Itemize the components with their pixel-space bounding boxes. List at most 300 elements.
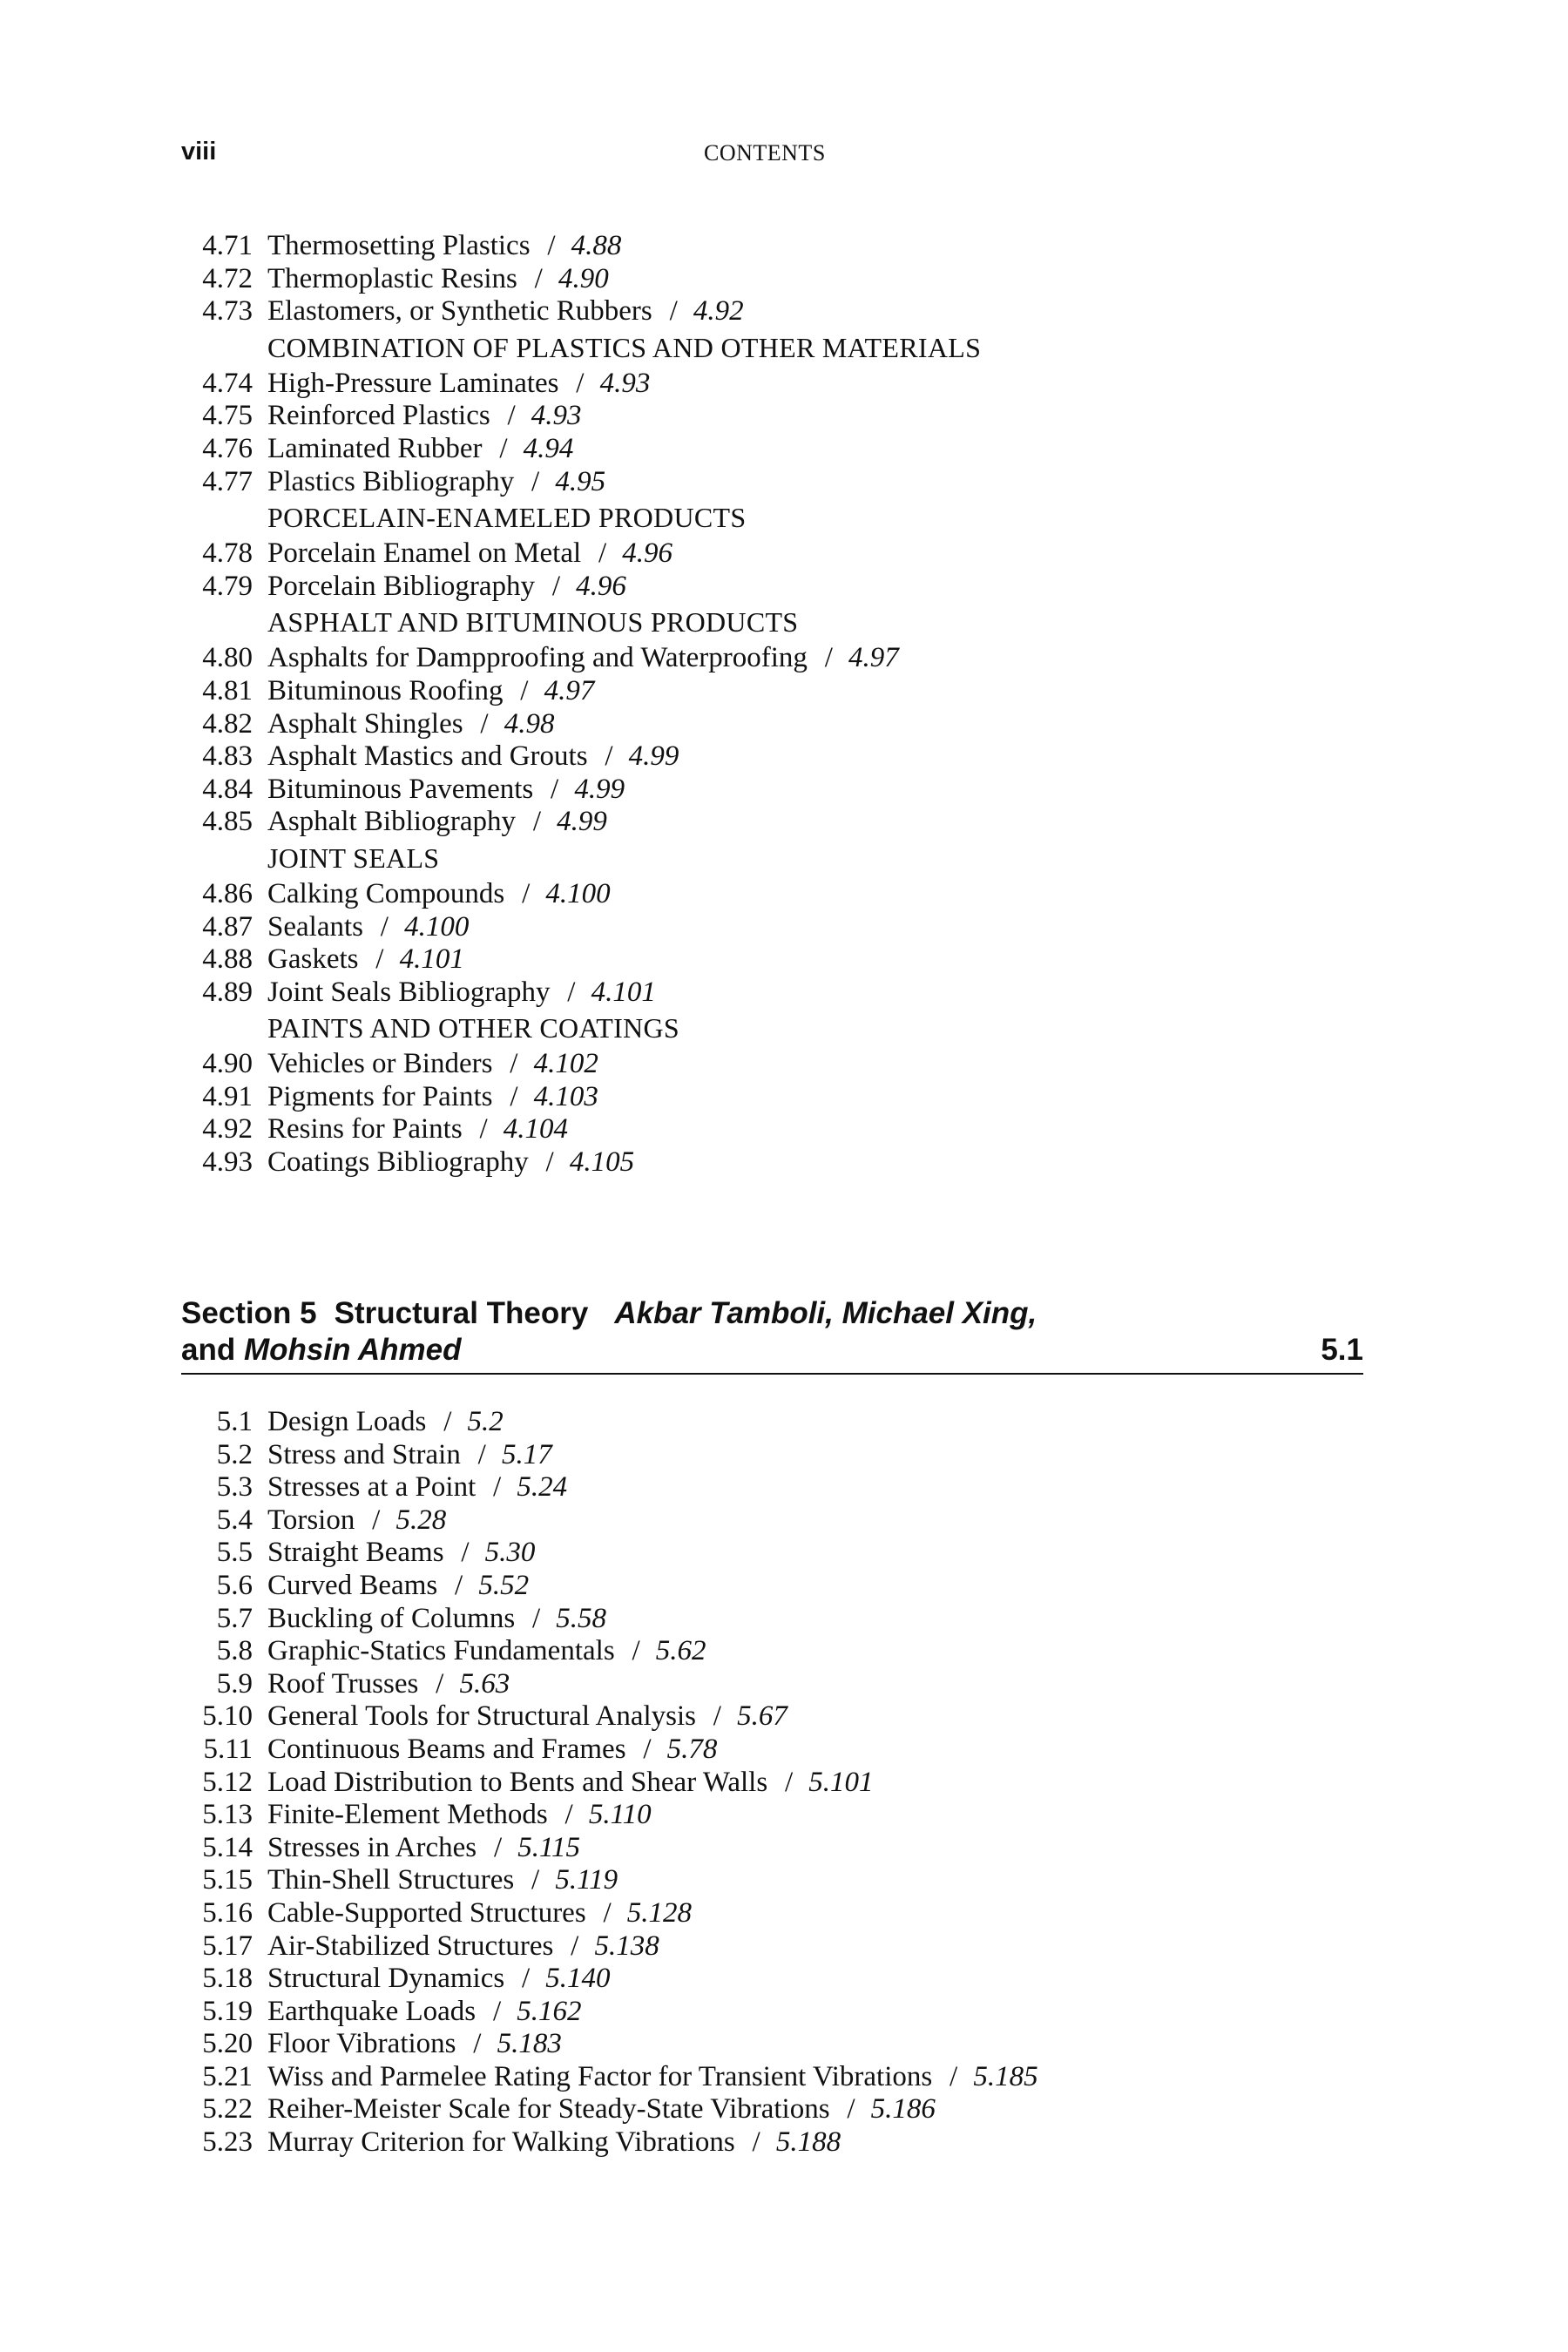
toc-entry bbox=[0, 1146, 1568, 1179]
toc-entry-separator: / bbox=[493, 1831, 503, 1863]
toc-entry bbox=[0, 2061, 1568, 2094]
toc-entry bbox=[0, 911, 1568, 944]
toc-entry bbox=[0, 642, 1568, 675]
toc-entry-separator: / bbox=[372, 1504, 381, 1536]
toc-entry-number: 5.2 bbox=[216, 1438, 253, 1470]
toc-entry-line bbox=[267, 774, 625, 807]
toc-entry-page: 5.183 bbox=[497, 2028, 562, 2060]
toc-entry-line bbox=[267, 537, 672, 571]
toc-entry-number: 4.90 bbox=[202, 1048, 253, 1080]
toc-entry-line bbox=[267, 1504, 446, 1538]
toc-entry-title: Pigments for Paints bbox=[267, 1080, 493, 1112]
toc-entry-line bbox=[267, 1146, 634, 1179]
toc-entry bbox=[0, 1406, 1568, 1439]
toc-entry-page: 4.94 bbox=[523, 432, 574, 464]
toc-entry-number: 4.77 bbox=[202, 465, 253, 497]
page-header bbox=[181, 138, 1359, 172]
toc-entry-separator: / bbox=[493, 1471, 502, 1504]
toc-entry-page: 4.105 bbox=[569, 1146, 635, 1179]
toc-entry-page: 5.188 bbox=[775, 2126, 841, 2159]
toc-entry-separator: / bbox=[499, 432, 508, 464]
toc-entry-line bbox=[267, 1799, 652, 1832]
toc-entry-title: Bituminous Roofing bbox=[267, 674, 504, 706]
toc-entry bbox=[0, 1799, 1568, 1832]
toc-group-heading bbox=[0, 1009, 1568, 1048]
toc-entry-separator: / bbox=[547, 230, 556, 261]
toc-group-heading-text: PAINTS AND OTHER COATINGS bbox=[267, 1012, 680, 1044]
toc-entry-page: 4.103 bbox=[533, 1080, 598, 1112]
toc-entry-number: 4.76 bbox=[202, 432, 253, 464]
toc-entry-number: 4.73 bbox=[202, 295, 253, 328]
toc-entry-separator: / bbox=[521, 1963, 531, 1995]
toc-entry-separator: / bbox=[531, 1864, 540, 1896]
section-heading-line-2 bbox=[181, 1333, 462, 1368]
toc-entry-number: 5.8 bbox=[216, 1635, 253, 1667]
toc-entry-separator: / bbox=[576, 367, 585, 399]
toc-entry bbox=[0, 400, 1568, 433]
toc-entry-separator: / bbox=[950, 2060, 958, 2092]
toc-entry-number: 4.81 bbox=[202, 674, 253, 706]
toc-entry-separator: / bbox=[532, 806, 542, 838]
section-authors-line-1: Akbar Tamboli, Michael Xing, bbox=[614, 1296, 1037, 1330]
toc-entry-separator: / bbox=[510, 1080, 518, 1112]
toc-entry-title: Asphalts for Dampproofing and Waterproofing bbox=[267, 642, 808, 674]
toc-entry-number: 4.89 bbox=[202, 976, 253, 1008]
toc-entry-line bbox=[267, 1113, 568, 1146]
toc-entry-separator: / bbox=[531, 465, 540, 497]
toc-entry bbox=[0, 1635, 1568, 1668]
toc-entry-line bbox=[267, 433, 573, 466]
toc-entry-title: Reinforced Plastics bbox=[267, 400, 490, 432]
toc-entry-line bbox=[267, 1048, 598, 1081]
toc-entry-number: 4.87 bbox=[202, 910, 253, 943]
section-label: Section 5 bbox=[181, 1296, 317, 1330]
toc-entry-line bbox=[267, 1897, 692, 1930]
toc-entry-line bbox=[267, 1439, 552, 1472]
toc-entry-line bbox=[267, 571, 626, 604]
toc-entry-line bbox=[267, 1603, 606, 1636]
toc-group-heading bbox=[0, 328, 1568, 368]
toc-entry-separator: / bbox=[605, 740, 613, 773]
toc-entry-number: 5.15 bbox=[202, 1864, 253, 1896]
toc-entry-separator: / bbox=[522, 877, 531, 909]
toc-entry-page: 4.99 bbox=[557, 806, 607, 838]
toc-entry bbox=[0, 2028, 1568, 2061]
toc-entry bbox=[0, 2093, 1568, 2126]
toc-entry-line bbox=[267, 295, 744, 328]
toc-entry-page: 4.101 bbox=[399, 943, 464, 976]
section-page-number: 5.1 bbox=[1321, 1333, 1363, 1367]
toc-group-heading bbox=[0, 498, 1568, 537]
toc-entry-line bbox=[267, 1832, 580, 1865]
toc-entry-title: Asphalt Shingles bbox=[267, 707, 463, 740]
toc-entry-number: 5.23 bbox=[202, 2126, 253, 2159]
toc-entry-title: Stresses at a Point bbox=[267, 1471, 476, 1504]
toc-entry-number: 4.88 bbox=[202, 943, 253, 976]
toc-entry-title: Roof Trusses bbox=[267, 1667, 419, 1700]
toc-entry-title: Buckling of Columns bbox=[267, 1602, 516, 1634]
toc-entry-page: 4.93 bbox=[531, 400, 582, 432]
toc-entry-title: Curved Beams bbox=[267, 1569, 438, 1601]
toc-entry-number: 5.19 bbox=[202, 1995, 253, 2027]
toc-entry bbox=[0, 1930, 1568, 1963]
toc-entry bbox=[0, 1864, 1568, 1897]
toc-entry-separator: / bbox=[551, 570, 560, 602]
toc-entry-page: 4.93 bbox=[599, 367, 651, 399]
toc-entry-line bbox=[267, 466, 605, 499]
toc-entry-title: Thermosetting Plastics bbox=[267, 230, 531, 261]
toc-entry-title: Graphic-Statics Fundamentals bbox=[267, 1635, 615, 1667]
toc-entry-page: 5.2 bbox=[467, 1406, 504, 1437]
toc-entry-line bbox=[267, 263, 609, 296]
toc-entry-title: Straight Beams bbox=[267, 1537, 444, 1569]
toc-entry-separator: / bbox=[507, 400, 516, 432]
toc-entry bbox=[0, 1439, 1568, 1472]
toc-entry-line bbox=[267, 1734, 717, 1767]
toc-entry-page: 4.96 bbox=[576, 570, 626, 602]
toc-entry-separator: / bbox=[436, 1667, 444, 1700]
toc-entry-separator: / bbox=[531, 1602, 541, 1634]
toc-entry-page: 4.99 bbox=[574, 773, 625, 805]
toc-entry-number: 4.85 bbox=[202, 806, 253, 838]
toc-entry-separator: / bbox=[492, 1995, 502, 2027]
toc-entry-line bbox=[267, 2093, 936, 2126]
running-head: CONTENTS bbox=[704, 140, 826, 166]
toc-entry-title: Finite-Element Methods bbox=[267, 1799, 548, 1831]
toc-entry bbox=[0, 230, 1568, 263]
toc-entry-page: 5.101 bbox=[808, 1766, 874, 1798]
toc-entry-number: 4.74 bbox=[202, 367, 253, 399]
toc-entry-number: 4.72 bbox=[202, 262, 253, 294]
toc-entry-separator: / bbox=[380, 910, 389, 943]
toc-entry-title: Gaskets bbox=[267, 943, 359, 976]
toc-entry-line bbox=[267, 400, 582, 433]
toc-entry-number: 4.84 bbox=[202, 773, 253, 805]
toc-entry-title: Asphalt Mastics and Grouts bbox=[267, 740, 588, 773]
toc-entry-page: 5.52 bbox=[478, 1569, 530, 1601]
toc-entry-number: 4.92 bbox=[202, 1113, 253, 1146]
toc-entry-number: 5.9 bbox=[216, 1667, 253, 1700]
toc-group-heading bbox=[0, 603, 1568, 642]
toc-entry-title: Joint Seals Bibliography bbox=[267, 976, 551, 1008]
toc-group-heading-text: COMBINATION OF PLASTICS AND OTHER MATERIALS bbox=[267, 331, 982, 363]
toc-entry-number: 5.5 bbox=[216, 1537, 253, 1569]
toc-entry-line bbox=[267, 1700, 787, 1734]
toc-entry-number: 5.7 bbox=[216, 1602, 253, 1634]
toc-entry-separator: / bbox=[479, 1113, 488, 1146]
toc-entry bbox=[0, 1081, 1568, 1114]
toc-entry bbox=[0, 295, 1568, 328]
toc-group-heading-text: ASPHALT AND BITUMINOUS PRODUCTS bbox=[267, 606, 799, 639]
toc-entry-page: 4.102 bbox=[533, 1048, 598, 1080]
toc-entry-page: 5.17 bbox=[501, 1438, 552, 1470]
toc-entry bbox=[0, 1963, 1568, 1996]
toc-entry bbox=[0, 2126, 1568, 2159]
toc-entry-line bbox=[267, 878, 611, 911]
toc-entry-number: 4.86 bbox=[202, 877, 253, 909]
toc-entry-page: 4.97 bbox=[544, 674, 595, 706]
toc-entry-line bbox=[267, 806, 607, 839]
toc-entry-line bbox=[267, 1537, 535, 1570]
toc-entry-line bbox=[267, 708, 554, 741]
toc-entry-page: 4.100 bbox=[545, 877, 611, 909]
toc-entry bbox=[0, 1832, 1568, 1865]
toc-entry-title: Calking Compounds bbox=[267, 877, 505, 909]
toc-entry bbox=[0, 740, 1568, 774]
section-authors-and: and bbox=[181, 1333, 236, 1367]
toc-entry bbox=[0, 1767, 1568, 1800]
toc-entry-page: 5.67 bbox=[737, 1700, 787, 1733]
toc-entry-number: 5.22 bbox=[202, 2093, 253, 2126]
toc-entry-title: Structural Dynamics bbox=[267, 1963, 505, 1995]
toc-entry bbox=[0, 806, 1568, 839]
toc-entry bbox=[0, 1897, 1568, 1930]
toc-entry-number: 5.11 bbox=[203, 1733, 253, 1765]
toc-entry-separator: / bbox=[534, 262, 543, 294]
toc-entry-line bbox=[267, 740, 679, 774]
toc-entry-page: 4.98 bbox=[504, 707, 555, 740]
toc-entry-page: 5.115 bbox=[517, 1831, 581, 1863]
toc-entry bbox=[0, 1504, 1568, 1538]
toc-entry-page: 4.101 bbox=[591, 976, 656, 1008]
toc-entry bbox=[0, 878, 1568, 911]
toc-entry-number: 5.3 bbox=[216, 1471, 253, 1504]
toc-entry-title: Earthquake Loads bbox=[267, 1995, 476, 2027]
toc-entry bbox=[0, 368, 1568, 401]
toc-entry-title: Wiss and Parmelee Rating Factor for Transient Vibrations bbox=[267, 2060, 933, 2092]
toc-entry-separator: / bbox=[510, 1048, 518, 1080]
toc-entry-title: Thin-Shell Structures bbox=[267, 1864, 515, 1896]
toc-entry-title: Elastomers, or Synthetic Rubbers bbox=[267, 295, 652, 328]
toc-entry-page: 4.90 bbox=[558, 262, 609, 294]
toc-entry-line bbox=[267, 2028, 562, 2061]
toc-entry-line bbox=[267, 1081, 598, 1114]
toc-entry-page: 5.185 bbox=[973, 2060, 1038, 2092]
toc-entry bbox=[0, 537, 1568, 571]
toc-entry-separator: / bbox=[669, 295, 678, 328]
toc-entry bbox=[0, 571, 1568, 604]
toc-entry-line bbox=[267, 1570, 529, 1603]
toc-entry-number: 4.78 bbox=[202, 537, 253, 570]
toc-entry-separator: / bbox=[480, 707, 489, 740]
toc-entry-page: 4.100 bbox=[404, 910, 470, 943]
toc-entry-page: 5.186 bbox=[870, 2093, 936, 2126]
toc-entry bbox=[0, 943, 1568, 977]
toc-entry bbox=[0, 1570, 1568, 1603]
toc-list-section-5 bbox=[0, 1406, 1568, 2159]
toc-entry-title: Air-Stabilized Structures bbox=[267, 1930, 554, 1962]
toc-entry bbox=[0, 1537, 1568, 1570]
toc-entry-title: Sealants bbox=[267, 910, 363, 943]
toc-entry-title: Thermoplastic Resins bbox=[267, 262, 517, 294]
toc-entry bbox=[0, 1668, 1568, 1701]
toc-entry-title: Stresses in Arches bbox=[267, 1831, 477, 1863]
toc-entry-line bbox=[267, 911, 469, 944]
toc-entry-line bbox=[267, 1864, 618, 1897]
toc-entry-number: 4.79 bbox=[202, 570, 253, 602]
toc-entry bbox=[0, 1113, 1568, 1146]
toc-entry bbox=[0, 263, 1568, 296]
toc-entry bbox=[0, 1048, 1568, 1081]
toc-entry-line bbox=[267, 230, 621, 263]
toc-entry bbox=[0, 1603, 1568, 1636]
toc-entry-number: 4.91 bbox=[202, 1080, 253, 1112]
toc-entry-title: Load Distribution to Bents and Shear Walls bbox=[267, 1766, 768, 1798]
toc-entry-page: 5.62 bbox=[655, 1635, 706, 1667]
toc-entry-title: Resins for Paints bbox=[267, 1113, 463, 1146]
toc-entry-page: 5.28 bbox=[395, 1504, 447, 1536]
toc-entry-title: Continuous Beams and Frames bbox=[267, 1733, 626, 1765]
toc-entry-separator: / bbox=[567, 976, 576, 1008]
toc-entry-separator: / bbox=[375, 943, 384, 976]
toc-entry-page: 4.99 bbox=[628, 740, 679, 773]
toc-entry-separator: / bbox=[461, 1537, 470, 1569]
toc-entry-number: 5.10 bbox=[202, 1700, 253, 1733]
toc-entry-line bbox=[267, 977, 656, 1010]
toc-entry-number: 5.18 bbox=[202, 1963, 253, 1995]
toc-entry-page: 5.110 bbox=[588, 1799, 652, 1831]
toc-entry-separator: / bbox=[713, 1700, 721, 1733]
toc-entry bbox=[0, 1471, 1568, 1504]
section-title: Structural Theory bbox=[334, 1296, 589, 1330]
toc-entry bbox=[0, 433, 1568, 466]
toc-entry-separator: / bbox=[784, 1766, 794, 1798]
toc-entry-separator: / bbox=[564, 1799, 573, 1831]
toc-entry-number: 5.17 bbox=[202, 1930, 253, 1962]
toc-entry-separator: / bbox=[571, 1930, 579, 1962]
toc-entry bbox=[0, 1996, 1568, 2029]
toc-entry-number: 4.83 bbox=[202, 740, 253, 773]
section-heading bbox=[181, 1296, 1363, 1375]
toc-entry-number: 4.82 bbox=[202, 707, 253, 740]
toc-entry-separator: / bbox=[455, 1569, 463, 1601]
toc-entry-title: Asphalt Bibliography bbox=[267, 806, 517, 838]
toc-entry-separator: / bbox=[551, 773, 559, 805]
toc-entry-title: Torsion bbox=[267, 1504, 355, 1536]
toc-entry-title: Cable-Supported Structures bbox=[267, 1896, 586, 1929]
toc-entry-line bbox=[267, 2061, 1038, 2094]
toc-entry-page: 5.63 bbox=[459, 1667, 510, 1700]
toc-entry-page: 5.128 bbox=[626, 1896, 693, 1929]
toc-entry-page: 4.97 bbox=[848, 642, 899, 674]
toc-entry-separator: / bbox=[632, 1635, 640, 1667]
toc-entry-page: 5.138 bbox=[594, 1930, 659, 1962]
toc-entry-separator: / bbox=[643, 1733, 652, 1765]
toc-entry-line bbox=[267, 943, 464, 977]
toc-entry-number: 5.1 bbox=[216, 1406, 253, 1437]
toc-entry-separator: / bbox=[824, 642, 833, 674]
toc-entry-title: Design Loads bbox=[267, 1406, 427, 1437]
toc-entry-number: 5.16 bbox=[202, 1896, 253, 1929]
toc-entry-separator: / bbox=[603, 1896, 612, 1929]
toc-entry-page: 4.96 bbox=[622, 537, 672, 570]
toc-entry bbox=[0, 466, 1568, 499]
toc-entry-number: 4.93 bbox=[202, 1146, 253, 1179]
toc-list-section-4 bbox=[0, 230, 1568, 1179]
toc-entry-page: 5.140 bbox=[545, 1963, 611, 1995]
page-number: viii bbox=[181, 138, 217, 166]
toc-entry-page: 5.162 bbox=[517, 1995, 582, 2027]
toc-entry-title: Porcelain Enamel on Metal bbox=[267, 537, 582, 570]
toc-entry-page: 4.92 bbox=[693, 295, 744, 328]
toc-group-heading-text: PORCELAIN-ENAMELED PRODUCTS bbox=[267, 502, 747, 534]
toc-entry bbox=[0, 1734, 1568, 1767]
toc-entry-line bbox=[267, 368, 650, 401]
toc-entry-number: 5.21 bbox=[202, 2060, 253, 2092]
toc-entry-title: High-Pressure Laminates bbox=[267, 367, 559, 399]
toc-entry bbox=[0, 708, 1568, 741]
toc-entry-line bbox=[267, 642, 899, 675]
toc-entry-title: Floor Vibrations bbox=[267, 2028, 456, 2060]
toc-entry-line bbox=[267, 1996, 582, 2029]
toc-entry-page: 5.78 bbox=[666, 1733, 718, 1765]
toc-entry-page: 5.119 bbox=[555, 1864, 618, 1896]
toc-entry-number: 5.14 bbox=[202, 1831, 253, 1863]
toc-entry-line bbox=[267, 1668, 510, 1701]
toc-entry-separator: / bbox=[598, 537, 607, 570]
toc-entry-number: 4.71 bbox=[202, 230, 253, 261]
toc-entry-number: 5.6 bbox=[216, 1569, 253, 1601]
toc-entry-page: 5.30 bbox=[484, 1537, 536, 1569]
toc-entry-number: 5.12 bbox=[202, 1766, 253, 1798]
toc-entry-page: 4.104 bbox=[503, 1113, 569, 1146]
toc-group-heading-text: JOINT SEALS bbox=[267, 841, 440, 874]
toc-entry-line bbox=[267, 675, 594, 708]
toc-entry-title: Vehicles or Binders bbox=[267, 1048, 493, 1080]
toc-entry-separator: / bbox=[847, 2093, 855, 2126]
toc-entry-separator: / bbox=[443, 1406, 452, 1437]
toc-entry-line bbox=[267, 1767, 874, 1800]
toc-entry-number: 5.4 bbox=[216, 1504, 253, 1536]
toc-entry-page: 5.24 bbox=[517, 1471, 568, 1504]
toc-entry-separator: / bbox=[545, 1146, 554, 1179]
toc-entry-title: Plastics Bibliography bbox=[267, 465, 515, 497]
toc-entry-title: Porcelain Bibliography bbox=[267, 570, 536, 602]
toc-entry-title: Stress and Strain bbox=[267, 1438, 461, 1470]
toc-entry-page: 5.58 bbox=[556, 1602, 607, 1634]
toc-entry-separator: / bbox=[752, 2126, 760, 2159]
toc-entry-separator: / bbox=[520, 674, 529, 706]
toc-entry-line bbox=[267, 1930, 659, 1963]
toc-entry-number: 5.20 bbox=[202, 2028, 253, 2060]
toc-entry-title: Laminated Rubber bbox=[267, 432, 483, 464]
toc-entry-title: Coatings Bibliography bbox=[267, 1146, 529, 1179]
section-authors-line-2: Mohsin Ahmed bbox=[243, 1333, 462, 1367]
toc-entry-title: General Tools for Structural Analysis bbox=[267, 1700, 696, 1733]
toc-entry bbox=[0, 774, 1568, 807]
toc-entry-line bbox=[267, 1471, 567, 1504]
toc-entry-line bbox=[267, 1963, 611, 1996]
toc-entry-number: 4.75 bbox=[202, 400, 253, 432]
toc-entry-title: Bituminous Pavements bbox=[267, 773, 534, 805]
toc-entry-line bbox=[267, 2126, 841, 2159]
toc-entry-title: Murray Criterion for Walking Vibrations bbox=[267, 2126, 735, 2159]
toc-entry-page: 4.88 bbox=[571, 230, 622, 261]
toc-group-heading bbox=[0, 839, 1568, 878]
toc-entry-separator: / bbox=[473, 2028, 482, 2060]
toc-entry bbox=[0, 675, 1568, 708]
toc-entry-line bbox=[267, 1406, 504, 1439]
toc-entry-number: 5.13 bbox=[202, 1799, 253, 1831]
toc-entry-number: 4.80 bbox=[202, 642, 253, 674]
toc-entry bbox=[0, 1700, 1568, 1734]
toc-entry-line bbox=[267, 1635, 706, 1668]
toc-entry-separator: / bbox=[477, 1438, 486, 1470]
section-heading-line-1 bbox=[181, 1296, 1037, 1331]
toc-entry-page: 4.95 bbox=[555, 465, 606, 497]
toc-entry bbox=[0, 977, 1568, 1010]
toc-entry-title: Reiher-Meister Scale for Steady-State Vibrations bbox=[267, 2093, 830, 2126]
